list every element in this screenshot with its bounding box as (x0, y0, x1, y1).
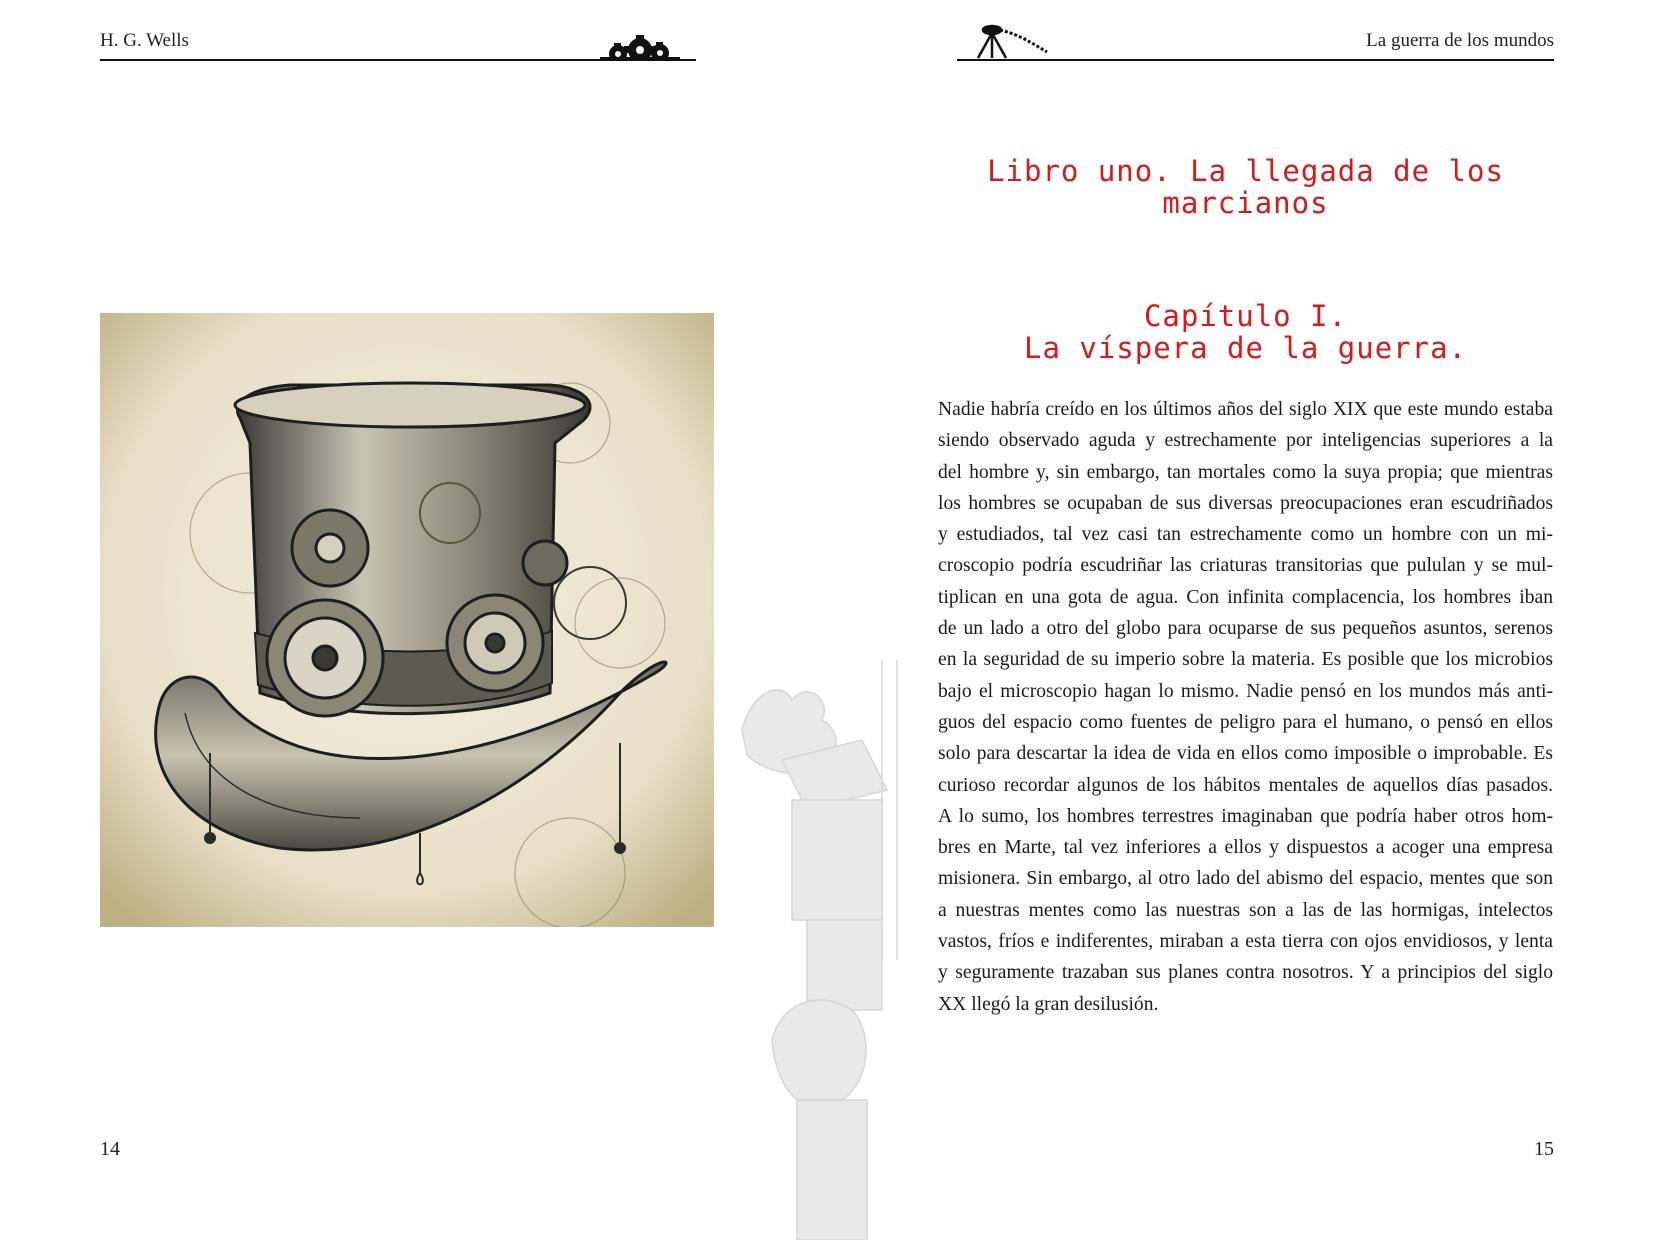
chapter-title-line: La víspera de la guerra. (1023, 331, 1468, 365)
gears-icon (600, 34, 680, 60)
body-line: y seguramente trazaban sus planes contra nosotros. Y a principios del siglo (938, 962, 1553, 984)
body-line: Nadie habría creído en los últimos años del siglo XIX que este mundo estaba (938, 399, 1553, 420)
running-head-author: H. G. Wells (100, 30, 189, 51)
body-line: guos del espacio como fuentes de peligro para el humano, o pensó en ellos (938, 711, 1553, 733)
book-title-line: marcianos (1162, 186, 1329, 220)
body-line: los hombres se ocupaban de sus diversas preocupaciones eran escudriñados (938, 492, 1553, 514)
body-line: bajo el microscopio hagan lo mismo. Nadie pensó en los mundos más anti- (938, 680, 1553, 702)
martian-tripod-icon (972, 24, 1052, 60)
body-line: de un lado a otro del globo para ocuparse de sus pequeños asuntos, serenos (938, 618, 1553, 640)
body-line: en la seguridad de su imperio sobre la materia. Es posible que los microbios (938, 649, 1553, 671)
page-number-right: 15 (1534, 1138, 1554, 1160)
body-line: curioso recordar algunos de los hábitos mentales de aquellos días pasados. (938, 774, 1553, 796)
body-line: del hombre y, sin embargo, tan mortales como la suya propia; que mientras (938, 461, 1553, 483)
body-line: y estudiados, tal vez casi tan estrechamente como un hombre con un mi- (938, 524, 1553, 546)
body-line: A lo sumo, los hombres terrestres imaginaban que podría haber otros hom- (938, 805, 1553, 827)
book-title-line: Libro uno. La llegada de los (987, 154, 1504, 188)
header-rule (957, 59, 1554, 61)
page-number-left: 14 (100, 1138, 120, 1160)
book-title (938, 155, 1553, 219)
body-line: a nuestras mentes como las nuestras son a las de las hormigas, intelectos (938, 899, 1553, 921)
running-head-title: La guerra de los mundos (1366, 30, 1554, 51)
steampunk-top-hat-illustration (100, 313, 714, 927)
body-line: tiplican en una gota de agua. Con infinita complacencia, los hombres iban (938, 586, 1553, 608)
body-line: bres en Marte, tal vez inferiores a ellos y dispuestos a acoger una empresa (938, 837, 1553, 859)
body-line: croscopio podría escudriñar las criaturas transitorias que pululan y se mul- (938, 555, 1553, 577)
chapter-body-text (938, 394, 1553, 1020)
body-line: XX llegó la gran desilusión. (938, 993, 1159, 1015)
chapter-title-line: Capítulo I. (1143, 299, 1348, 333)
chapter-title (938, 300, 1553, 364)
body-line: misionera. Sin embargo, al otro lado del abismo del espacio, mentes que son (938, 868, 1553, 890)
body-line: vastos, fríos e indiferentes, miraban a esta tierra con ojos envidiosos, y lenta (938, 931, 1553, 953)
body-line: siendo observado aguda y estrechamente por inteligencias superiores a la (938, 430, 1553, 452)
body-line: solo para descartar la idea de vida en ellos como imposible o improbable. Es (938, 743, 1553, 765)
